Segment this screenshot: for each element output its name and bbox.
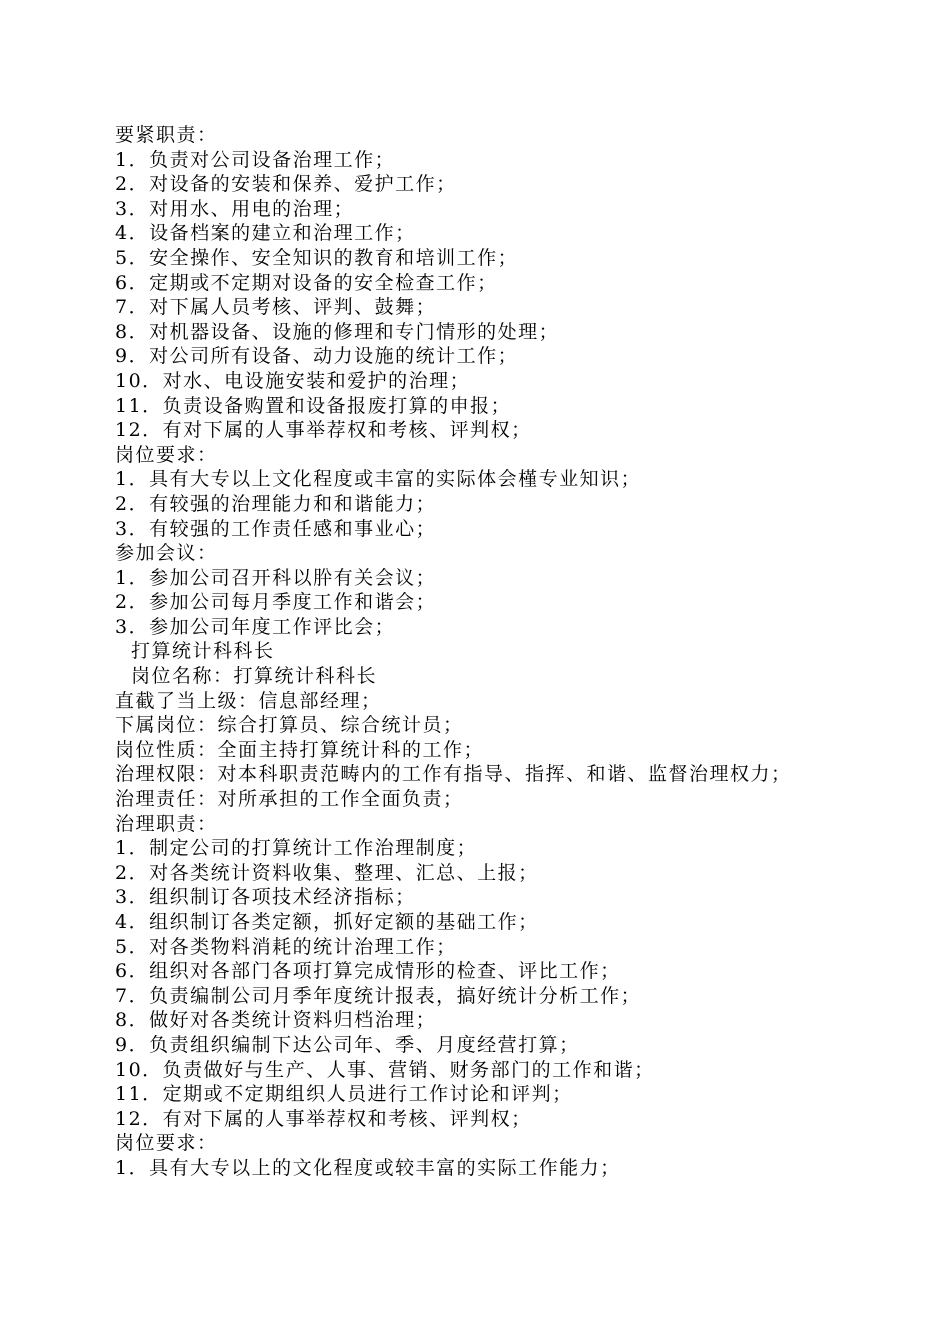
document-body: [115, 123, 815, 1181]
document-line: 2．对设备的安装和保养、爱护工作；: [115, 173, 457, 196]
document-line: 12．有对下属的人事举荐权和考核、评判权；: [115, 1107, 532, 1130]
document-line: 1．具有大专以上文化程度或丰富的实际体会槿专业知识；: [115, 468, 642, 491]
document-line: 1．负责对公司设备治理工作；: [115, 148, 396, 171]
document-line: 6．定期或不定期对设备的安全检查工作；: [115, 271, 498, 294]
document-line: 3．参加公司年度工作评比会；: [115, 615, 396, 638]
document-line: 3．组织制订各项技术经济指标；: [115, 886, 416, 909]
document-line: 3．有较强的工作责任感和事业心；: [115, 517, 437, 540]
document-line: 参加会议：: [115, 542, 218, 565]
document-line: 直截了当上级：信息部经理；: [115, 689, 382, 712]
document-line: 岗位名称：打算统计科科长: [131, 665, 378, 688]
document-line: 打算统计科科长: [131, 640, 275, 663]
document-line: 4．组织制订各类定额，抓好定额的基础工作；: [115, 911, 539, 933]
document-line: 2．有较强的治理能力和和谐能力；: [115, 492, 437, 515]
document-line: 8．做好对各类统计资料归档治理；: [115, 1009, 437, 1032]
document-line: 岗位要求：: [115, 443, 218, 466]
document-line: 岗位性质：全面主持打算统计科的工作；: [115, 738, 485, 761]
document-line: 5．安全操作、安全知识的教育和培训工作；: [115, 246, 519, 269]
document-line: 11．定期或不定期组织人员进行工作讨论和评判；: [115, 1083, 573, 1106]
document-line: 10．负责做好与生产、人事、营销、财务部门的工作和谐；: [115, 1058, 655, 1081]
document-line: 11．负责设备购置和设备报废打算的申报；: [115, 394, 512, 417]
document-line: 7．负责编制公司月季年度统计报表，搞好统计分析工作；: [115, 984, 642, 1007]
document-line: 12．有对下属的人事举荐权和考核、评判权；: [115, 419, 532, 442]
document-line: 6．组织对各部门各项打算完成情形的检查、评比工作；: [115, 960, 621, 983]
document-line: 下属岗位：综合打算员、综合统计员；: [115, 714, 464, 737]
document-line: 治理职责：: [115, 812, 218, 835]
document-line: 4．设备档案的建立和治理工作；: [115, 222, 416, 245]
document-line: 5．对各类物料消耗的统计治理工作；: [115, 935, 457, 958]
document-line: 1．具有大专以上的文化程度或较丰富的实际工作能力；: [115, 1156, 621, 1179]
document-line: 治理责任：对所承担的工作全面负责；: [115, 788, 464, 811]
document-line: 8．对机器设备、设施的修理和专门情形的处理；: [115, 320, 560, 343]
document-line: 治理权限：对本科职责范畴内的工作有指导、指挥、和谐、监督治理权力；: [115, 763, 792, 786]
document-line: 1．参加公司召开科以肸有关会议；: [115, 566, 437, 589]
document-line: 9．对公司所有设备、动力设施的统计工作；: [115, 345, 519, 368]
document-line: 2．对各类统计资料收集、整理、汇总、上报；: [115, 861, 539, 884]
document-line: 1．制定公司的打算统计工作治理制度；: [115, 837, 478, 860]
document-line: 7．对下属人员考核、评判、鼓舞；: [115, 296, 437, 319]
document-line: 10．对水、电设施安装和爱护的治理；: [115, 369, 471, 392]
document-line: 9．负责组织编制下达公司年、季、月度经营打算；: [115, 1033, 580, 1056]
document-line: 2．参加公司每月季度工作和谐会；: [115, 591, 437, 614]
document-line: 3．对用水、用电的治理；: [115, 197, 355, 220]
document-line: 要紧职责：: [115, 124, 218, 146]
document-line: 岗位要求：: [115, 1132, 218, 1155]
